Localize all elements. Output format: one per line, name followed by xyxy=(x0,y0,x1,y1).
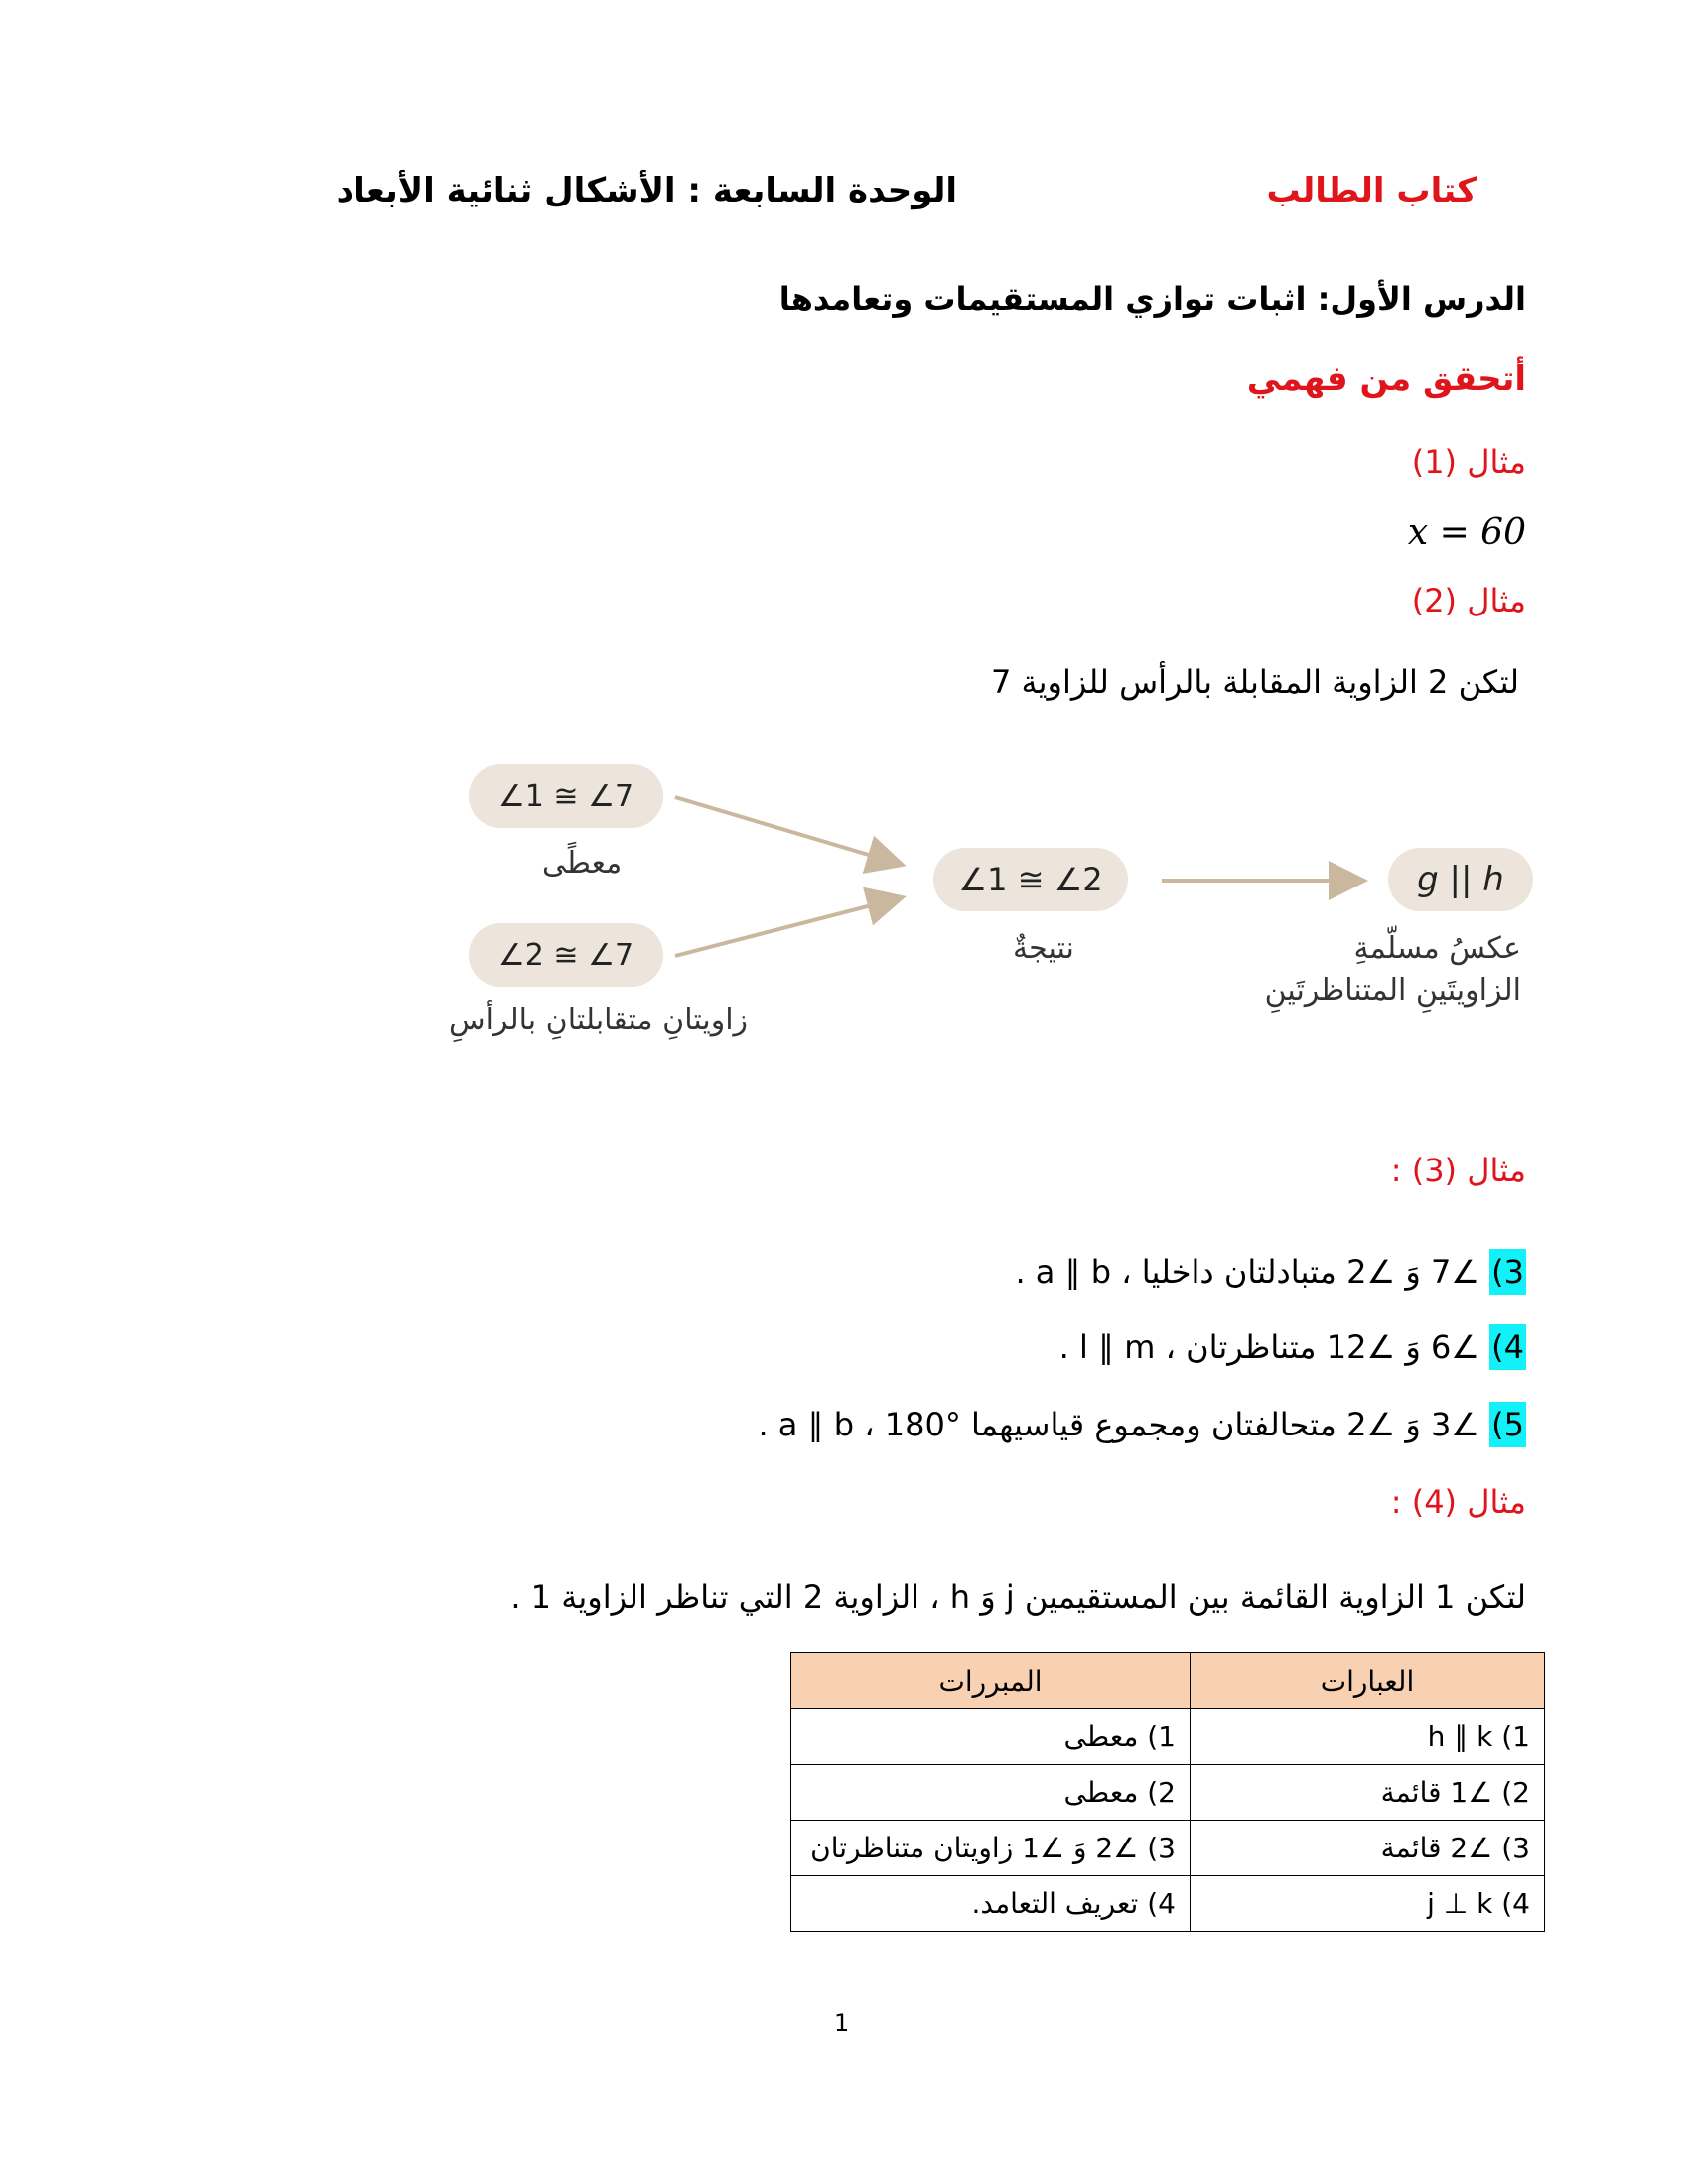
example-2-text: لتكن 2 الزاوية المقابلة بالرأس للزاوية 7 xyxy=(990,663,1519,701)
table-row xyxy=(791,1765,1545,1821)
reasons-header: المبررات xyxy=(791,1653,1191,1709)
reason-cell: 3) ∠2 وَ ∠1 زاويتان متناظرتان xyxy=(791,1821,1191,1876)
item-number-highlight: 5) xyxy=(1489,1402,1526,1447)
statement-cell: 2) ∠1 قائمة xyxy=(1191,1765,1545,1821)
given-caption: معطًى xyxy=(542,846,623,881)
proof-table xyxy=(790,1652,1545,1932)
example-2-label: مثال (2) xyxy=(1411,582,1526,619)
table-row xyxy=(791,1876,1545,1932)
table-header-row xyxy=(791,1653,1545,1709)
reason-cell: 1) معطى xyxy=(791,1709,1191,1765)
vertical-angles-caption: زاويتانِ متقابلتانِ بالرأسِ xyxy=(449,1003,749,1037)
example-1-label: مثال (1) xyxy=(1411,443,1526,480)
check-understanding-heading: أتحقق من فهمي xyxy=(1246,359,1526,399)
result-caption: نتيجةٌ xyxy=(1013,931,1074,966)
item-number-highlight: 3) xyxy=(1489,1249,1526,1295)
conclusion-caption-line1: عكسُ مسلّمةِ xyxy=(1353,931,1521,966)
item-text: ∠6 وَ ∠12 متناظرتان ، l ∥ m . xyxy=(1058,1328,1479,1366)
arrow-vertical-to-result xyxy=(675,898,899,956)
given-angle-box: ∠1 ≅ ∠7 xyxy=(469,764,663,828)
example-3-item-4 xyxy=(1059,1328,1526,1366)
statement-cell: j ⊥ k (4 xyxy=(1191,1876,1545,1932)
example-4-text: لتكن 1 الزاوية القائمة بين المستقيمين j وَ h ، الزاوية 2 التي تناظر الزاوية 1 . xyxy=(510,1578,1526,1616)
conclusion-caption-line2: الزاويتَينِ المتناظرتَينِ xyxy=(1264,973,1521,1008)
conclusion-box: g || h xyxy=(1388,848,1533,911)
example-3-item-3 xyxy=(1015,1253,1526,1291)
example-1-answer: x = 60 xyxy=(1407,512,1526,553)
arrow-given-to-result xyxy=(675,797,899,864)
unit-title: الوحدة السابعة : الأشكال ثنائية الأبعاد xyxy=(336,171,957,210)
vertical-angles-box: ∠2 ≅ ∠7 xyxy=(469,923,663,987)
statements-header: العبارات xyxy=(1191,1653,1545,1709)
example-3-label: مثال (3) : xyxy=(1390,1152,1526,1189)
example-3-item-5 xyxy=(758,1406,1526,1443)
page-number: 1 xyxy=(834,2009,850,2037)
book-title: كتاب الطالب xyxy=(1266,171,1477,210)
result-box: ∠1 ≅ ∠2 xyxy=(933,848,1128,911)
reason-cell: 4) تعريف التعامد. xyxy=(791,1876,1191,1932)
table-row xyxy=(791,1709,1545,1765)
lesson-title: الدرس الأول: اثبات توازي المستقيمات وتعامدها xyxy=(778,280,1526,318)
statement-cell: h ∥ k (1 xyxy=(1191,1709,1545,1765)
reason-cell: 2) معطى xyxy=(791,1765,1191,1821)
table-row xyxy=(791,1821,1545,1876)
item-text: ∠7 وَ ∠2 متبادلتان داخليا ، a ∥ b . xyxy=(1015,1253,1479,1291)
item-text: ∠3 وَ ∠2 متحالفتان ومجموع قياسيهما °180 ، a ∥ b . xyxy=(758,1406,1479,1443)
example-4-label: مثال (4) : xyxy=(1390,1483,1526,1521)
statement-cell: 3) ∠2 قائمة xyxy=(1191,1821,1545,1876)
item-number-highlight: 4) xyxy=(1489,1324,1526,1370)
